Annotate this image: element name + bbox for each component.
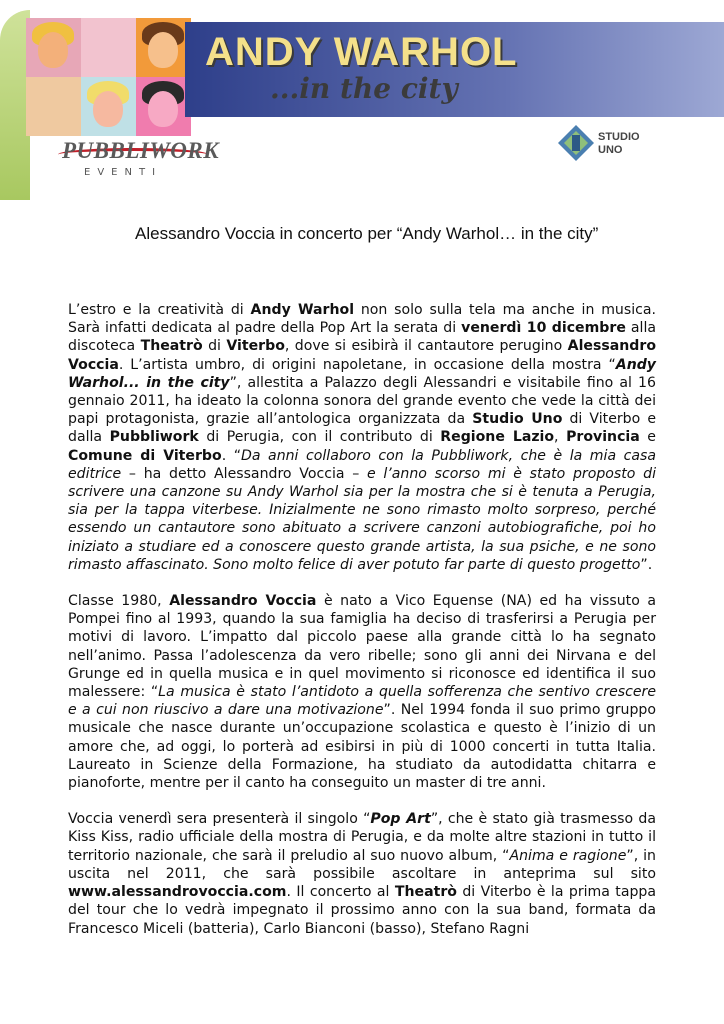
pubbliwork-logo: PUBBLIWORK EVENTI xyxy=(62,136,222,184)
paragraph-3: Voccia venerdì sera presenterà il singolo “Pop Art”, che è stato già trasmesso da Kiss Kiss, radio ufficiale della mostra di Perugia, e da molte altre stazioni in tutto il territorio nazionale, che sarà il preludio al suo nuovo album, “Anima e ragione”, in uscita nel 2011, che sarà possibile ascoltare in anteprima sul sito www.alessandrovoccia.com. Il concerto al Theatrò di Viterbo è la prima tappa del tour che lo vedrà impegnato il prossimo anno con la sua band, formata da Francesco Miceli (batteria), Carlo Bianconi (basso), Stefano Ragni xyxy=(68,811,656,937)
portrait-tile xyxy=(81,77,136,136)
portrait-tile xyxy=(81,18,136,77)
letterhead xyxy=(0,0,724,205)
studio-uno-logo: STUDIO UNO xyxy=(556,123,666,169)
paragraph-1: L’estro e la creatività di Andy Warhol non solo sulla tela ma anche in musica. Sarà infatti dedicata al padre della Pop Art la serata di venerdì 10 dicembre alla discoteca Theatrò di Viterbo, dove si esibirà il cantautore perugino Alessandro Voccia. L’artista umbro, di origini napoletane, in occasione della mostra “Andy Warhol... in the city”, allestita a Palazzo degli Alessandri e visitabile fino al 16 gennaio 2011, ha ideato la colonna sonora del grande evento che vede la città dei papi protagonista, grazie all’antologica organizzata da Studio Uno di Viterbo e dalla Pubbliwork di Perugia, con il contributo di Regione Lazio, Provincia e Comune di Viterbo. “Da anni collaboro con la Pubbliwork, che è la mia casa editrice – ha detto Alessandro Voccia – e l’anno scorso mi è stato proposto di scrivere una canzone su Andy Warhol sia per la mostra che si è tenuta a Perugia, sia per la tappa viterbese. Inizialmente ne sono rimasto molto sorpreso, perché essendo un cantautore sono abituato a scrivere canzoni autobiografiche, poi ho iniziato a studiare ed a conoscere questo grande artista, la sua psiche, e ne sono rimasto affascinato. Sono molto felice di aver potuto far parte di questo progetto”. xyxy=(68,302,656,573)
paragraph-2: Classe 1980, Alessandro Voccia è nato a Vico Equense (NA) ed ha vissuto a Pompei fino al 1993, quando la sua famiglia ha deciso di trasferirsi a Perugia per motivi di lavoro. L’impatto dal piccolo paese alla grande città lo ha segnato nell’animo. Passa l’adolescenza da vero ribelle; sono gli anni dei Nirvana e del Grunge ed in quella musica e in quel movimento si riconosce ed identifica il suo malessere: “La musica è stato l’antidoto a quella sofferenza che sentivo crescere e a cui non riuscivo a dare una motivazione”. Nel 1994 fonda il suo primo gruppo musicale che nasce durante un’occupazione scolastica e questo è l’inizio di un amore che, ad oggi, lo porterà ad esibirsi in più di 1000 concerti in tutta Italia. Laureato in Scienze della Formazione, ha studiato da autodidatta chitarra e pianoforte, mentre per il canto ha conseguito un master di tre anni. xyxy=(68,593,657,792)
portrait-tile xyxy=(26,77,81,136)
portrait-tile xyxy=(136,77,191,136)
press-release-body xyxy=(68,301,656,956)
portrait-tile xyxy=(26,18,81,77)
press-release-headline: Alessandro Voccia in concerto per “Andy Warhol… in the city” xyxy=(135,224,599,243)
website-link[interactable]: www.alessandrovoccia.com xyxy=(68,884,287,901)
andy-warhol-title: ANDY WARHOL xyxy=(205,30,518,74)
in-the-city-subtitle: ...in the city xyxy=(270,72,458,105)
studio-uno-emblem-icon xyxy=(556,123,596,163)
portrait-tile xyxy=(136,18,191,77)
